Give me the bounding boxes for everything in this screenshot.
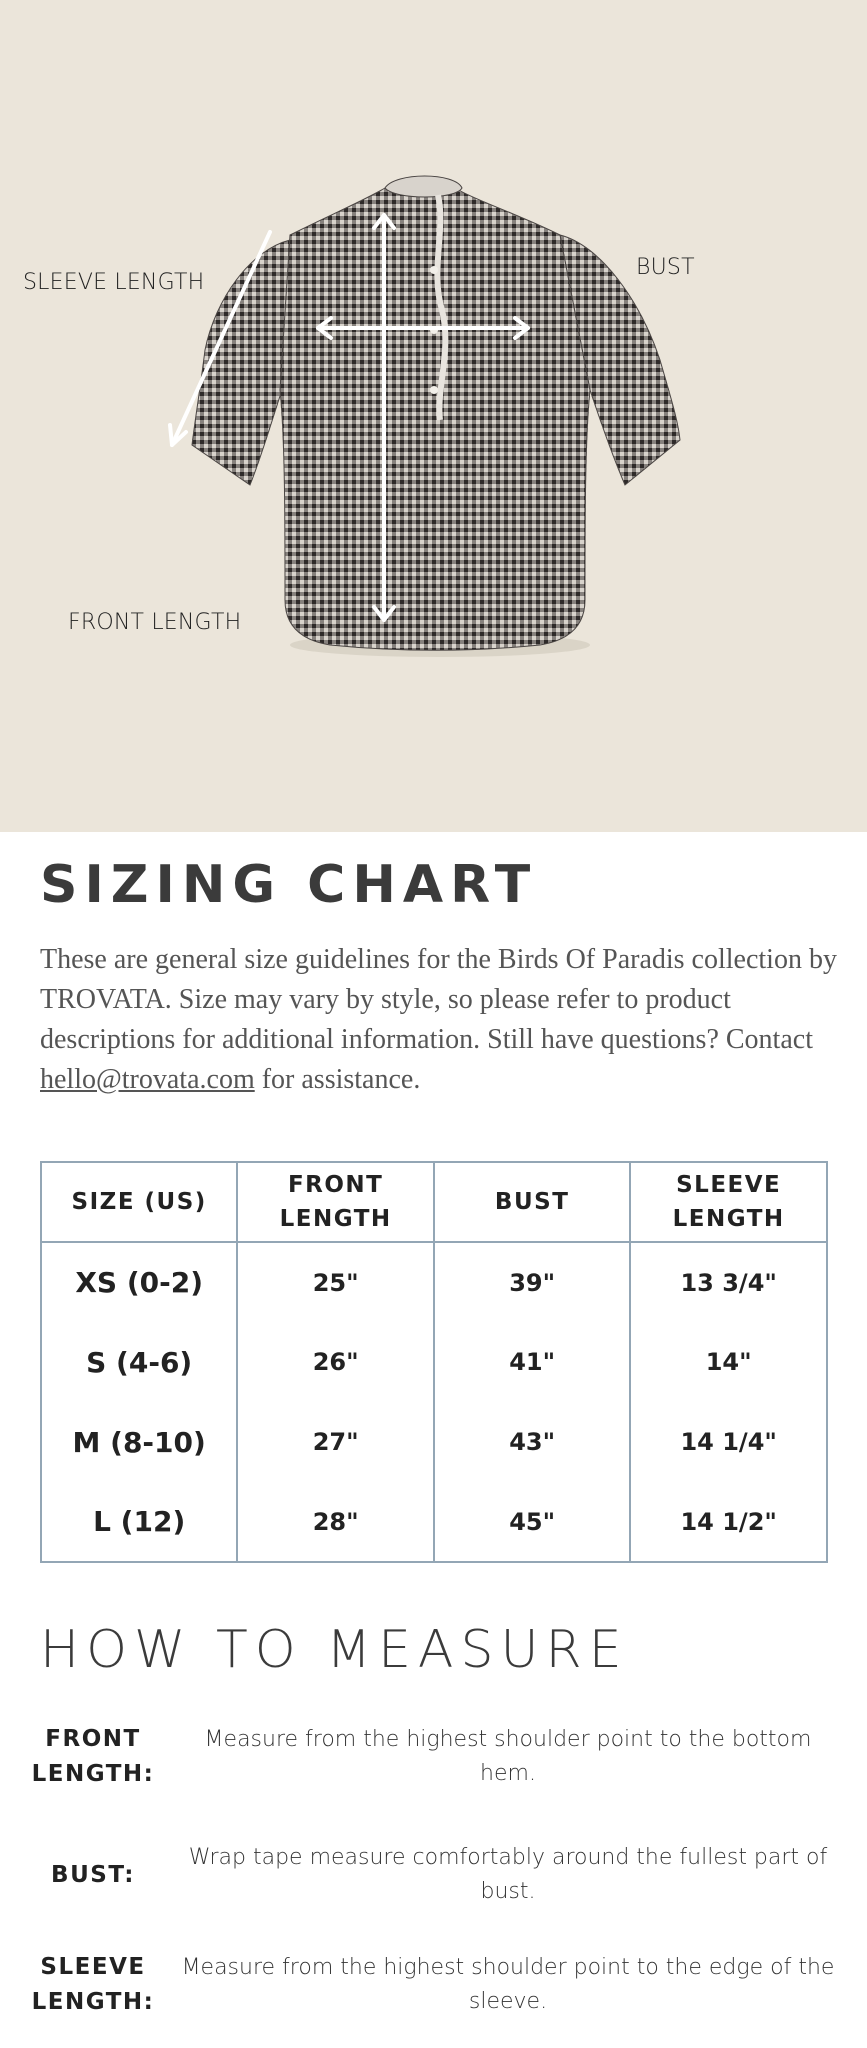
bust-cell: 43" [434,1402,630,1482]
front-length-cell: 28" [237,1482,434,1562]
measure-description: Wrap tape measure comfortably around the fullest part of bust. [188,1845,828,1904]
front-length-label: FRONT LENGTH [68,610,242,635]
front-length-cell: 25" [237,1242,434,1322]
intro-suffix: for assistance. [254,1064,421,1095]
sizing-chart-title: SIZING CHART [40,855,538,915]
table-row [41,1482,827,1562]
column-header-bust: BUST [434,1162,630,1242]
garment-illustration [0,0,867,832]
sleeve-length-cell: 14" [630,1322,827,1402]
bust-cell: 45" [434,1482,630,1562]
sizing-intro [40,940,840,1100]
intro-text: These are general size guidelines for the Birds Of Paradis collection by TROVATA. Size may vary by style, so please refer to product descriptions for additional information. Still have questions? Contact [40,944,837,1055]
size-table [40,1161,828,1563]
how-to-measure-title: HOW TO MEASURE [40,1620,629,1680]
measure-item-front-length [30,1712,840,1802]
bust-cell: 39" [434,1242,630,1322]
bust-cell: 41" [434,1322,630,1402]
measure-description: Measure from the highest shoulder point to the bottom hem. [204,1727,812,1786]
sleeve-length-label: SLEEVE LENGTH [23,270,205,295]
measure-term: SLEEVE LENGTH: [31,1954,155,2015]
table-header-row [41,1162,827,1242]
measure-item-bust [30,1830,840,1920]
measure-term: FRONT LENGTH: [31,1726,155,1787]
column-header-size: SIZE (US) [41,1162,237,1242]
measure-item-sleeve-length [30,1940,840,2030]
contact-email-link[interactable]: hello@trovata.com [40,1064,255,1095]
column-header-sleeve-length: SLEEVE LENGTH [630,1162,827,1242]
sleeve-length-cell: 14 1/4" [630,1402,827,1482]
front-length-cell: 26" [237,1322,434,1402]
sleeve-length-cell: 13 3/4" [630,1242,827,1322]
table-row [41,1242,827,1322]
measure-description: Measure from the highest shoulder point to the edge of the sleeve. [181,1955,835,2014]
sleeve-length-cell: 14 1/2" [630,1482,827,1562]
table-row [41,1402,827,1482]
size-cell: M (8-10) [41,1402,237,1482]
table-row [41,1322,827,1402]
bust-label: BUST [636,255,695,280]
measure-term: BUST: [51,1861,135,1888]
size-cell: L (12) [41,1482,237,1562]
column-header-front-length: FRONT LENGTH [237,1162,434,1242]
front-length-cell: 27" [237,1402,434,1482]
size-cell: XS (0-2) [41,1242,237,1322]
size-cell: S (4-6) [41,1322,237,1402]
product-hero [0,0,867,832]
